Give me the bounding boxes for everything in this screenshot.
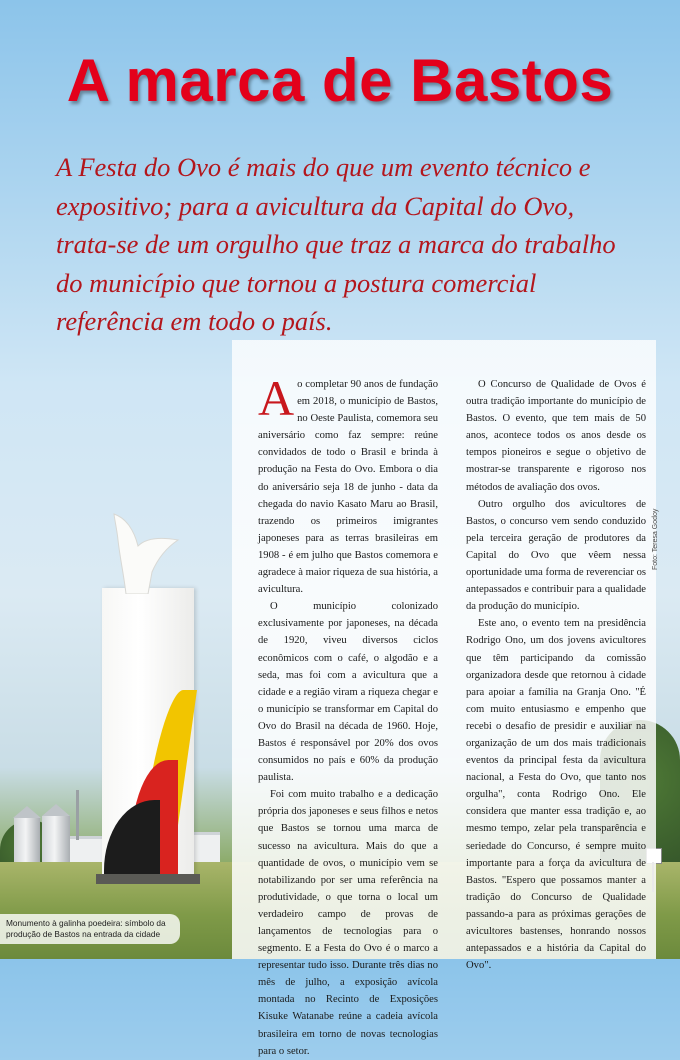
silo	[42, 816, 70, 864]
monument-base	[96, 874, 200, 884]
silo-roof	[13, 806, 41, 818]
article-column-1	[258, 370, 439, 1060]
article-column-2	[466, 376, 646, 974]
article-paragraph: Foi com muito trabalho e a dedicação própria dos japoneses e seus filhos e netos que Bastos se tornou uma marca de sucesso na avicultura. Mais do que a quantidade de ovos, o município vem se notabilizando por ser uma referência na produtividade, o que torna o local um verdadeiro campo de provas de lançamentos de tecnologias para o segmento. E a Festa do Ovo é o marco a representar tudo isso. Durante três dias no mês de julho, a exposição avícola montada no Recinto de Exposições Kisuke Watanabe reúne a cadeia avícola brasileira em torno de novas tecnologias para o setor.	[258, 789, 438, 1057]
article-paragraph: O município colonizado exclusivamente por japoneses, na década de 1920, viveu diversos ciclos econômicos com o café, o algodão e a seda, mas foi com a avicultura que a cidade e a região viram a riqueza chegar e o município se transformar em Capital do Ovo do Brasil na década de 1960. Hoje, Bastos é responsável por 20% dos ovos consumidos no país e 60% da produção paulista.	[258, 601, 438, 784]
page-title: A marca de Bastos	[66, 47, 614, 114]
photo-caption: Monumento à galinha poedeira: símbolo da produção de Bastos na entrada da cidade	[0, 914, 180, 944]
silo	[14, 818, 40, 864]
article-paragraph: Este ano, o evento tem na presidência Rodrigo Ono, um dos jovens avicultores que têm participando da comissão organizadora desde que retornou à cidade para apoiar a família na Granja Ono. "É com muito entusiasmo e empenho que recebi o desafio de presidir e auxiliar na organização de um dos mais tradicionais eventos da principal festa da avicultura nacional, a Festa do Ovo, que tanto nos orgulha", conta Rodrigo Ono. Ele considera que manter essa tradição e, ao mesmo tempo, zelar pela transparência e seriedade do Concurso, é sempre muito importante para a força da avicultura de Bastos. "Espero que possamos manter a tradição do Concurso de Qualidade passando-a para as próximas gerações de avicultores bastenses, honrando nossos antepassados e a história da Capital do Ovo".	[466, 618, 646, 972]
drop-cap: A	[258, 370, 295, 426]
photo-credit: Foto: Teresa Godoy	[652, 508, 659, 570]
hen-sculpture-icon	[108, 510, 182, 594]
silo-roof	[42, 804, 70, 816]
lead-paragraph: A Festa do Ovo é mais do que um evento técnico e expositivo; para a avicultura da Capital do Ovo, trata-se de um orgulho que traz a marca do trabalho do município que tornou a postura comercial referência em todo o país.	[56, 152, 616, 336]
article-paragraph: Ao completar 90 anos de fundação em 2018, o município de Bastos, no Oeste Paulista, comemora seu aniversário como faz sempre: reúne convidados de todo o Brasil e brinda à produção na Festa do Ovo. Embora o dia do aniversário seja 18 de junho - data da chegada do navio Kasato Maru ao Brasil, trazendo os primeiros imigrantes japoneses para as terras brasileiras em 1908 - é em julho que Bastos comemora e agradece à maior riqueza de sua história, a avicultura.	[258, 370, 439, 596]
pole	[76, 790, 79, 840]
article-paragraph: Outro orgulho dos avicultores de Bastos, o concurso vem sendo conduzido pela terceira geração de produtores da Capital do Ovo que vêem nessa oportunidade uma forma de reverenciar os antepassados e contribuir para a qualidade da produção do município.	[466, 498, 646, 613]
article-paragraph: O Concurso de Qualidade de Ovos é outra tradição importante do município de Bastos. O evento, que tem mais de 50 anos, acontece todos os anos desde os tempos pioneiros e segue o objetivo de mostrar-se transparente e rigoroso nos métodos de avaliação dos ovos.	[466, 379, 646, 493]
